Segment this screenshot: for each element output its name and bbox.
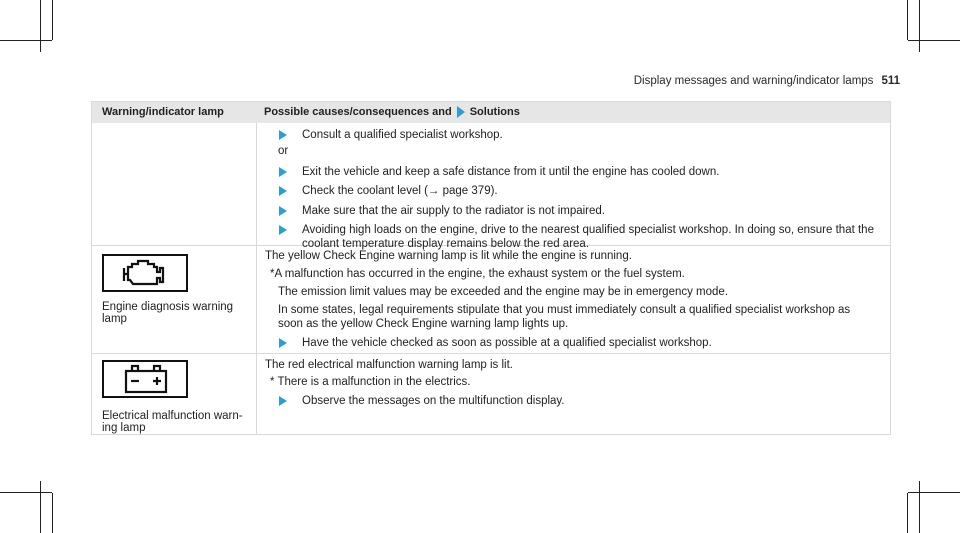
step-arrow-icon: [279, 396, 287, 406]
warning-lamp-table: [91, 101, 891, 435]
step-arrow-icon: [279, 130, 287, 140]
row2-detail1: The emission limit values may be exceeded and the engine may be in emergency mode.: [278, 286, 729, 298]
battery-lamp-label-line2: ing lamp: [102, 422, 146, 434]
row1-step2: Exit the vehicle and keep a safe distance from it until the engine has cooled down.: [302, 166, 720, 178]
arrow-icon: [457, 106, 465, 118]
row1-step3: Check the coolant level (→ page 379).: [302, 185, 498, 197]
column-header-solutions-label: Solutions: [469, 106, 520, 118]
crop-mark: [40, 481, 41, 533]
row2-cause: *A malfunction has occurred in the engine, the exhaust system or the fuel system.: [270, 268, 685, 280]
row1-step1: Consult a qualified specialist workshop.: [302, 129, 503, 141]
engine-lamp-label-line2: lamp: [102, 313, 127, 325]
crop-mark: [919, 0, 920, 52]
row1-step5-line1: Avoiding high loads on the engine, drive to the nearest qualified specialist workshop. In doing so, ensure that the: [302, 224, 874, 236]
crop-mark: [0, 492, 52, 493]
row3-step: Observe the messages on the multifunction display.: [302, 395, 565, 407]
step-arrow-icon: [279, 338, 287, 348]
crop-mark: [40, 0, 41, 52]
page-header-title: Display messages and warning/indicator lamps: [633, 75, 874, 87]
battery-icon: [102, 360, 188, 398]
page-number: 511: [881, 75, 900, 87]
step-arrow-icon: [279, 206, 287, 216]
crop-mark: [908, 40, 960, 41]
row1-step4: Make sure that the air supply to the radiator is not impaired.: [302, 205, 605, 217]
row3-intro: The red electrical malfunction warning lamp is lit.: [265, 359, 513, 371]
crop-mark: [52, 493, 53, 533]
crop-mark: [907, 0, 908, 40]
crop-mark: [0, 40, 52, 41]
page-header: [634, 75, 900, 87]
step-arrow-icon: [279, 167, 287, 177]
crop-mark: [52, 0, 53, 40]
table-header: [92, 102, 890, 123]
row3-cause: * There is a malfunction in the electrics.: [270, 376, 471, 388]
check-engine-icon: [102, 254, 188, 292]
battery-lamp-label-line1: Electrical malfunction warn-: [102, 410, 243, 422]
row2-intro: The yellow Check Engine warning lamp is lit while the engine is running.: [265, 250, 632, 262]
column-header-causes-label: Possible causes/consequences and: [264, 106, 452, 118]
column-header-lamp: Warning/indicator lamp: [102, 106, 224, 118]
crop-mark: [908, 492, 960, 493]
step-arrow-icon: [279, 186, 287, 196]
step-arrow-icon: [279, 225, 287, 235]
row1-step5-line2: coolant temperature display remains below the red area.: [302, 238, 590, 250]
engine-lamp-label-line1: Engine diagnosis warning: [102, 301, 234, 313]
row2-step: Have the vehicle checked as soon as possible at a qualified specialist workshop.: [302, 337, 712, 349]
row2-detail2-line1: In some states, legal requirements stipulate that you must immediately consult a qualified specialist workshop as: [278, 304, 851, 316]
column-header-causes: [264, 106, 520, 118]
column-divider: [256, 123, 257, 435]
row2-detail2-line2: soon as the yellow Check Engine warning lamp lights up.: [278, 318, 569, 330]
crop-mark: [907, 493, 908, 533]
crop-mark: [919, 481, 920, 533]
row-divider: [92, 353, 890, 354]
row1-or: or: [278, 145, 289, 157]
